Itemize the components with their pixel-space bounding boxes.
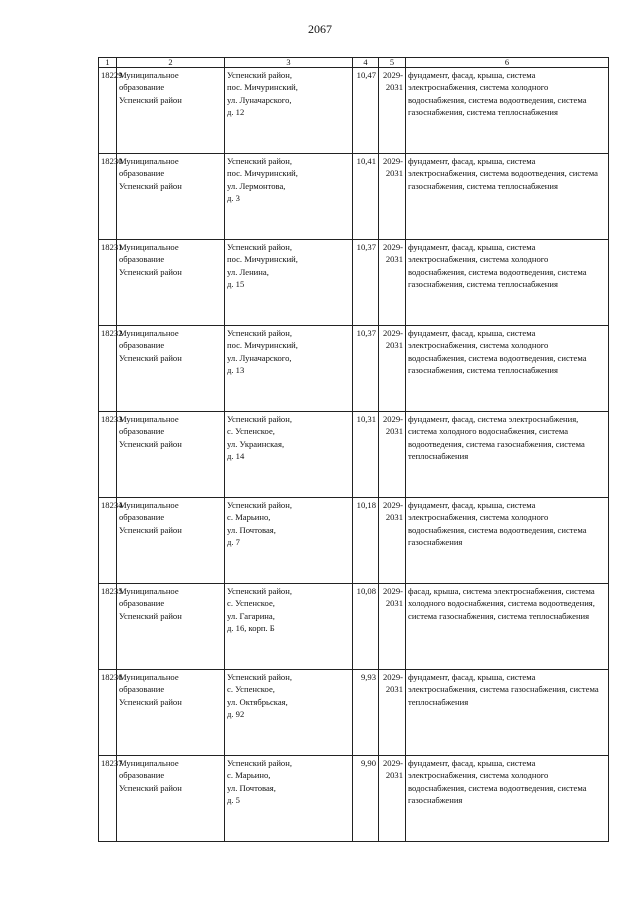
table-row	[99, 326, 609, 412]
column-header: 5	[379, 58, 406, 68]
column-header: 1	[99, 58, 117, 68]
address-cell: Успенский район, с. Успенское, ул. Украинская, д. 14	[225, 412, 353, 498]
works-cell: фундамент, фасад, крыша, система электроснабжения, система холодного водоснабжения, система водоотведения, система газоснабжения	[406, 498, 609, 584]
column-header: 4	[353, 58, 379, 68]
table-row	[99, 412, 609, 498]
table-row	[99, 584, 609, 670]
works-cell: фундамент, фасад, крыша, система электроснабжения, система холодного водоснабжения, система водоотведения, система газоснабжения, система теплоснабжения	[406, 68, 609, 154]
column-header: 2	[117, 58, 225, 68]
municipality-cell: Муниципальное образование Успенский район	[117, 412, 225, 498]
column-header: 3	[225, 58, 353, 68]
row-id: 18231	[99, 240, 117, 326]
address-cell: Успенский район, пос. Мичуринский, ул. Луначарского, д. 12	[225, 68, 353, 154]
address-cell: Успенский район, пос. Мичуринский, ул. Луначарского, д. 13	[225, 326, 353, 412]
address-cell: Успенский район, с. Марьино, ул. Почтовая, д. 5	[225, 756, 353, 842]
area-cell: 9,93	[353, 670, 379, 756]
address-cell: Успенский район, с. Успенское, ул. Гагарина, д. 16, корп. Б	[225, 584, 353, 670]
area-cell: 10,41	[353, 154, 379, 240]
municipality-cell: Муниципальное образование Успенский район	[117, 498, 225, 584]
municipality-cell: Муниципальное образование Успенский район	[117, 68, 225, 154]
period-cell: 2029- 2031	[379, 326, 406, 412]
period-cell: 2029- 2031	[379, 584, 406, 670]
row-id: 18233	[99, 412, 117, 498]
row-id: 18232	[99, 326, 117, 412]
table-row	[99, 240, 609, 326]
period-cell: 2029- 2031	[379, 670, 406, 756]
period-cell: 2029- 2031	[379, 412, 406, 498]
municipality-cell: Муниципальное образование Успенский район	[117, 756, 225, 842]
register-table	[98, 57, 609, 842]
table-header-row	[99, 58, 609, 68]
column-header: 6	[406, 58, 609, 68]
works-cell: фундамент, фасад, крыша, система электроснабжения, система холодного водоснабжения, система водоотведения, система газоснабжения, система теплоснабжения	[406, 240, 609, 326]
works-cell: фундамент, фасад, крыша, система электроснабжения, система холодного водоснабжения, система водоотведения, система газоснабжения	[406, 756, 609, 842]
works-cell: фасад, крыша, система электроснабжения, система холодного водоснабжения, система водоотведения, система газоснабжения, система теплоснабжения	[406, 584, 609, 670]
municipality-cell: Муниципальное образование Успенский район	[117, 154, 225, 240]
area-cell: 10,37	[353, 326, 379, 412]
works-cell: фундамент, фасад, крыша, система электроснабжения, система холодного водоснабжения, система водоотведения, система газоснабжения, система теплоснабжения	[406, 326, 609, 412]
address-cell: Успенский район, пос. Мичуринский, ул. Ленина, д. 15	[225, 240, 353, 326]
area-cell: 10,47	[353, 68, 379, 154]
works-cell: фундамент, фасад, крыша, система электроснабжения, система газоснабжения, система теплоснабжения	[406, 670, 609, 756]
table-row	[99, 498, 609, 584]
period-cell: 2029- 2031	[379, 756, 406, 842]
table-row	[99, 756, 609, 842]
area-cell: 10,18	[353, 498, 379, 584]
row-id: 18236	[99, 670, 117, 756]
area-cell: 10,31	[353, 412, 379, 498]
row-id: 18237	[99, 756, 117, 842]
period-cell: 2029- 2031	[379, 68, 406, 154]
address-cell: Успенский район, с. Успенское, ул. Октябрьская, д. 92	[225, 670, 353, 756]
works-cell: фундамент, фасад, система электроснабжения, система холодного водоснабжения, система водоотведения, система газоснабжения, система теплоснабжения	[406, 412, 609, 498]
row-id: 18229	[99, 68, 117, 154]
municipality-cell: Муниципальное образование Успенский район	[117, 326, 225, 412]
row-id: 18234	[99, 498, 117, 584]
works-cell: фундамент, фасад, крыша, система электроснабжения, система водоотведения, система газоснабжения, система теплоснабжения	[406, 154, 609, 240]
row-id: 18235	[99, 584, 117, 670]
period-cell: 2029- 2031	[379, 154, 406, 240]
municipality-cell: Муниципальное образование Успенский район	[117, 584, 225, 670]
period-cell: 2029- 2031	[379, 240, 406, 326]
municipality-cell: Муниципальное образование Успенский район	[117, 240, 225, 326]
address-cell: Успенский район, с. Марьино, ул. Почтовая, д. 7	[225, 498, 353, 584]
area-cell: 10,08	[353, 584, 379, 670]
table-row	[99, 68, 609, 154]
row-id: 18230	[99, 154, 117, 240]
address-cell: Успенский район, пос. Мичуринский, ул. Лермонтова, д. 3	[225, 154, 353, 240]
page-number: 2067	[308, 22, 332, 36]
area-cell: 9,90	[353, 756, 379, 842]
table-row	[99, 154, 609, 240]
municipality-cell: Муниципальное образование Успенский район	[117, 670, 225, 756]
area-cell: 10,37	[353, 240, 379, 326]
period-cell: 2029- 2031	[379, 498, 406, 584]
table-row	[99, 670, 609, 756]
